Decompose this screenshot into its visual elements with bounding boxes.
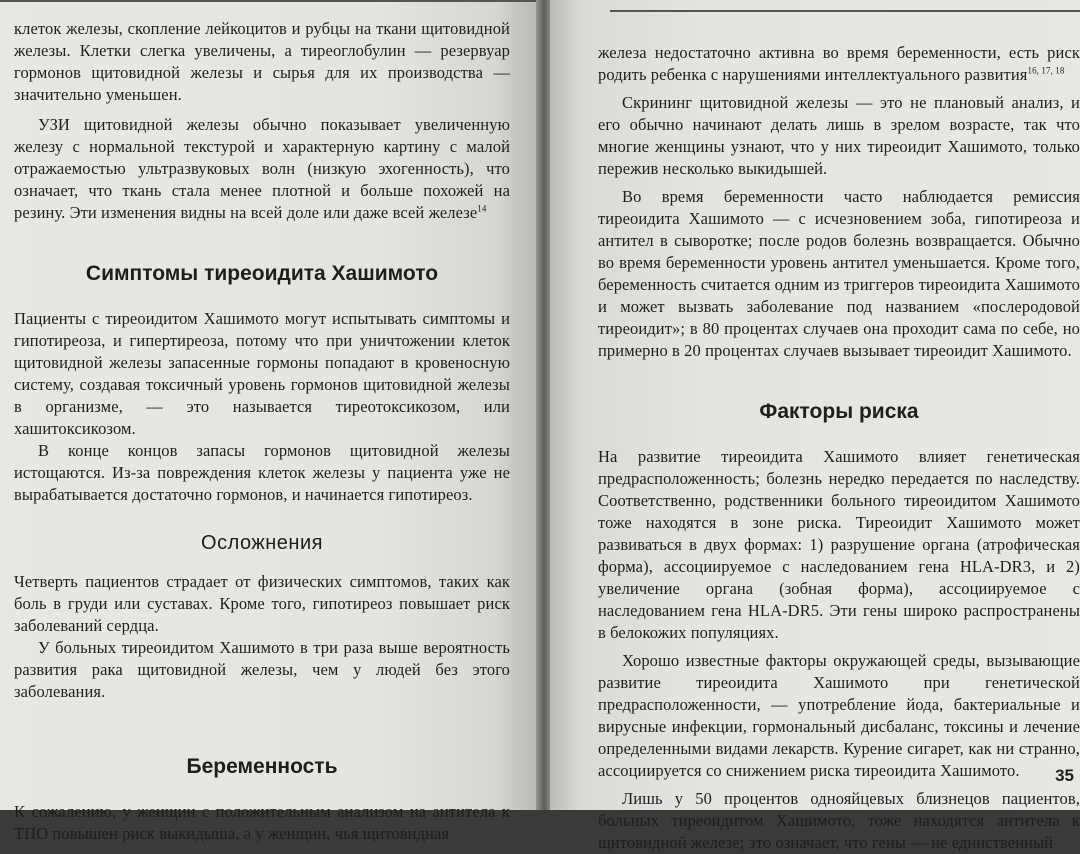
right-page [550, 0, 1080, 852]
footnote-ref: 16, 17, 18 [1027, 65, 1065, 76]
paragraph: железа недостаточно активна во время беременности, есть риск родить ребенка с нарушениями интеллектуального развития$^{16, 17, 18}$ [598, 43, 1080, 84]
paragraph: Во время беременности часто наблюдается ремиссия тиреоидита Хашимото — с исчезновением зоба, гипотиреоза и антител в сыворотке; после родов болезнь возвращается. Обычно во время беременности уровень антител уменьшается. Кроме того, беременность считается одним из триггеров тиреоидита Хашимото и может вызвать заболевание под названием «послеродовой тиреоидит»; в 80 процентах случаев она проходит сама по себе, но примерно в 20 процентах случаев вызывает тиреоидит Хашимото. [598, 187, 1080, 360]
right-page-body [598, 0, 1080, 854]
paragraph: Лишь у 50 процентов однояйцевых близнецов пациентов, больных тиреоидитом Хашимото, тоже находятся антитела к щитовидной железе; это означает, что гены — не единственный [598, 789, 1080, 852]
paragraph: Четверть пациентов страдает от физических симптомов, таких как боль в груди или суставах. Кроме того, гипотиреоз повышает риск заболеваний сердца. [14, 572, 510, 635]
paragraph: клеток железы, скопление лейкоцитов и рубцы на ткани щитовидной железы. Клетки слегка увеличены, а тиреоглобулин — резервуар гормонов щитовидной железы и сырья для их производства — значительно уменьшен. [14, 19, 510, 104]
left-page [0, 0, 538, 843]
section-heading: Симптомы тиреоидита Хашимото [85, 262, 439, 285]
section-heading: Осложнения [201, 532, 323, 554]
top-rule [610, 10, 1080, 12]
paragraph: На развитие тиреоидита Хашимото влияет генетическая предрасположенность; болезнь нередко передается по наследству. Соответственно, родственники больного тиреоидитом Хашимото тоже находятся в зоне риска. Тиреоидит Хашимото может развиваться в двух формах: 1) разрушение органа (атрофическая форма), ассоциируемое с наследованием гена HLA-DR3, и 2) увеличение органа (зобная форма), ассоциируемое с наследованием гена HLA-DR5. Эти гены широко распространены в белокожих популяциях. [598, 447, 1080, 642]
section-heading: Беременность [186, 755, 338, 778]
paragraph: УЗИ щитовидной железы обычно показывает увеличенную железу с нормальной текстурой и характерную картину с малой отражаемостью ультразвуковых волн (низкую эхогенность), что означает, что ткань стала менее плотной и больше похожей на резину. Эти изменения видны на всей доле или даже всей железе$^{14}$ [14, 115, 510, 222]
paragraph: В конце концов запасы гормонов щитовидной железы истощаются. Из-за повреждения клеток железы у пациента уже не вырабатывается достаточно гормонов, и начинается гипотиреоз. [14, 441, 510, 504]
paragraph: Пациенты с тиреоидитом Хашимото могут испытывать симптомы и гипотиреоза, и гипертиреоза, потому что при уничтожении клеток щитовидной железы запасенные гормоны попадают в кровеносную систему, создавая токсичный уровень гормонов щитовидной железы в организме, — это называется тиреотоксикозом, или хашитоксикозом. [14, 309, 510, 438]
section-heading: Факторы риска [759, 400, 919, 423]
paragraph: Скрининг щитовидной железы — это не плановый анализ, и его обычно начинают делать лишь в зрелом возрасте, так что многие женщины узнают, что у них тиреоидит Хашимото, только пережив несколько выкидышей. [598, 93, 1080, 178]
top-rule [0, 0, 538, 2]
footnote-ref: 14 [477, 203, 487, 214]
paragraph: Хорошо известные факторы окружающей среды, вызывающие развитие тиреоидита Хашимото при генетической предрасположенности, — употребление йода, бактериальные и вирусные инфекции, гормональный дисбаланс, токсины и лечение определенными видами лекарств. Курение сигарет, как ни странно, ассоциируется со снижением риска тиреоидита Хашимото. [598, 651, 1080, 780]
paragraph: У больных тиреоидитом Хашимото в три раза выше вероятность развития рака щитовидной железы, чем у людей без этого заболевания. [14, 638, 510, 701]
page-number: 35 [1055, 766, 1074, 785]
paragraph: К сожалению, у женщин с положительным анализом на антитела к ТПО повышен риск выкидыша, а у женщин, чья щитовидная [14, 802, 510, 843]
